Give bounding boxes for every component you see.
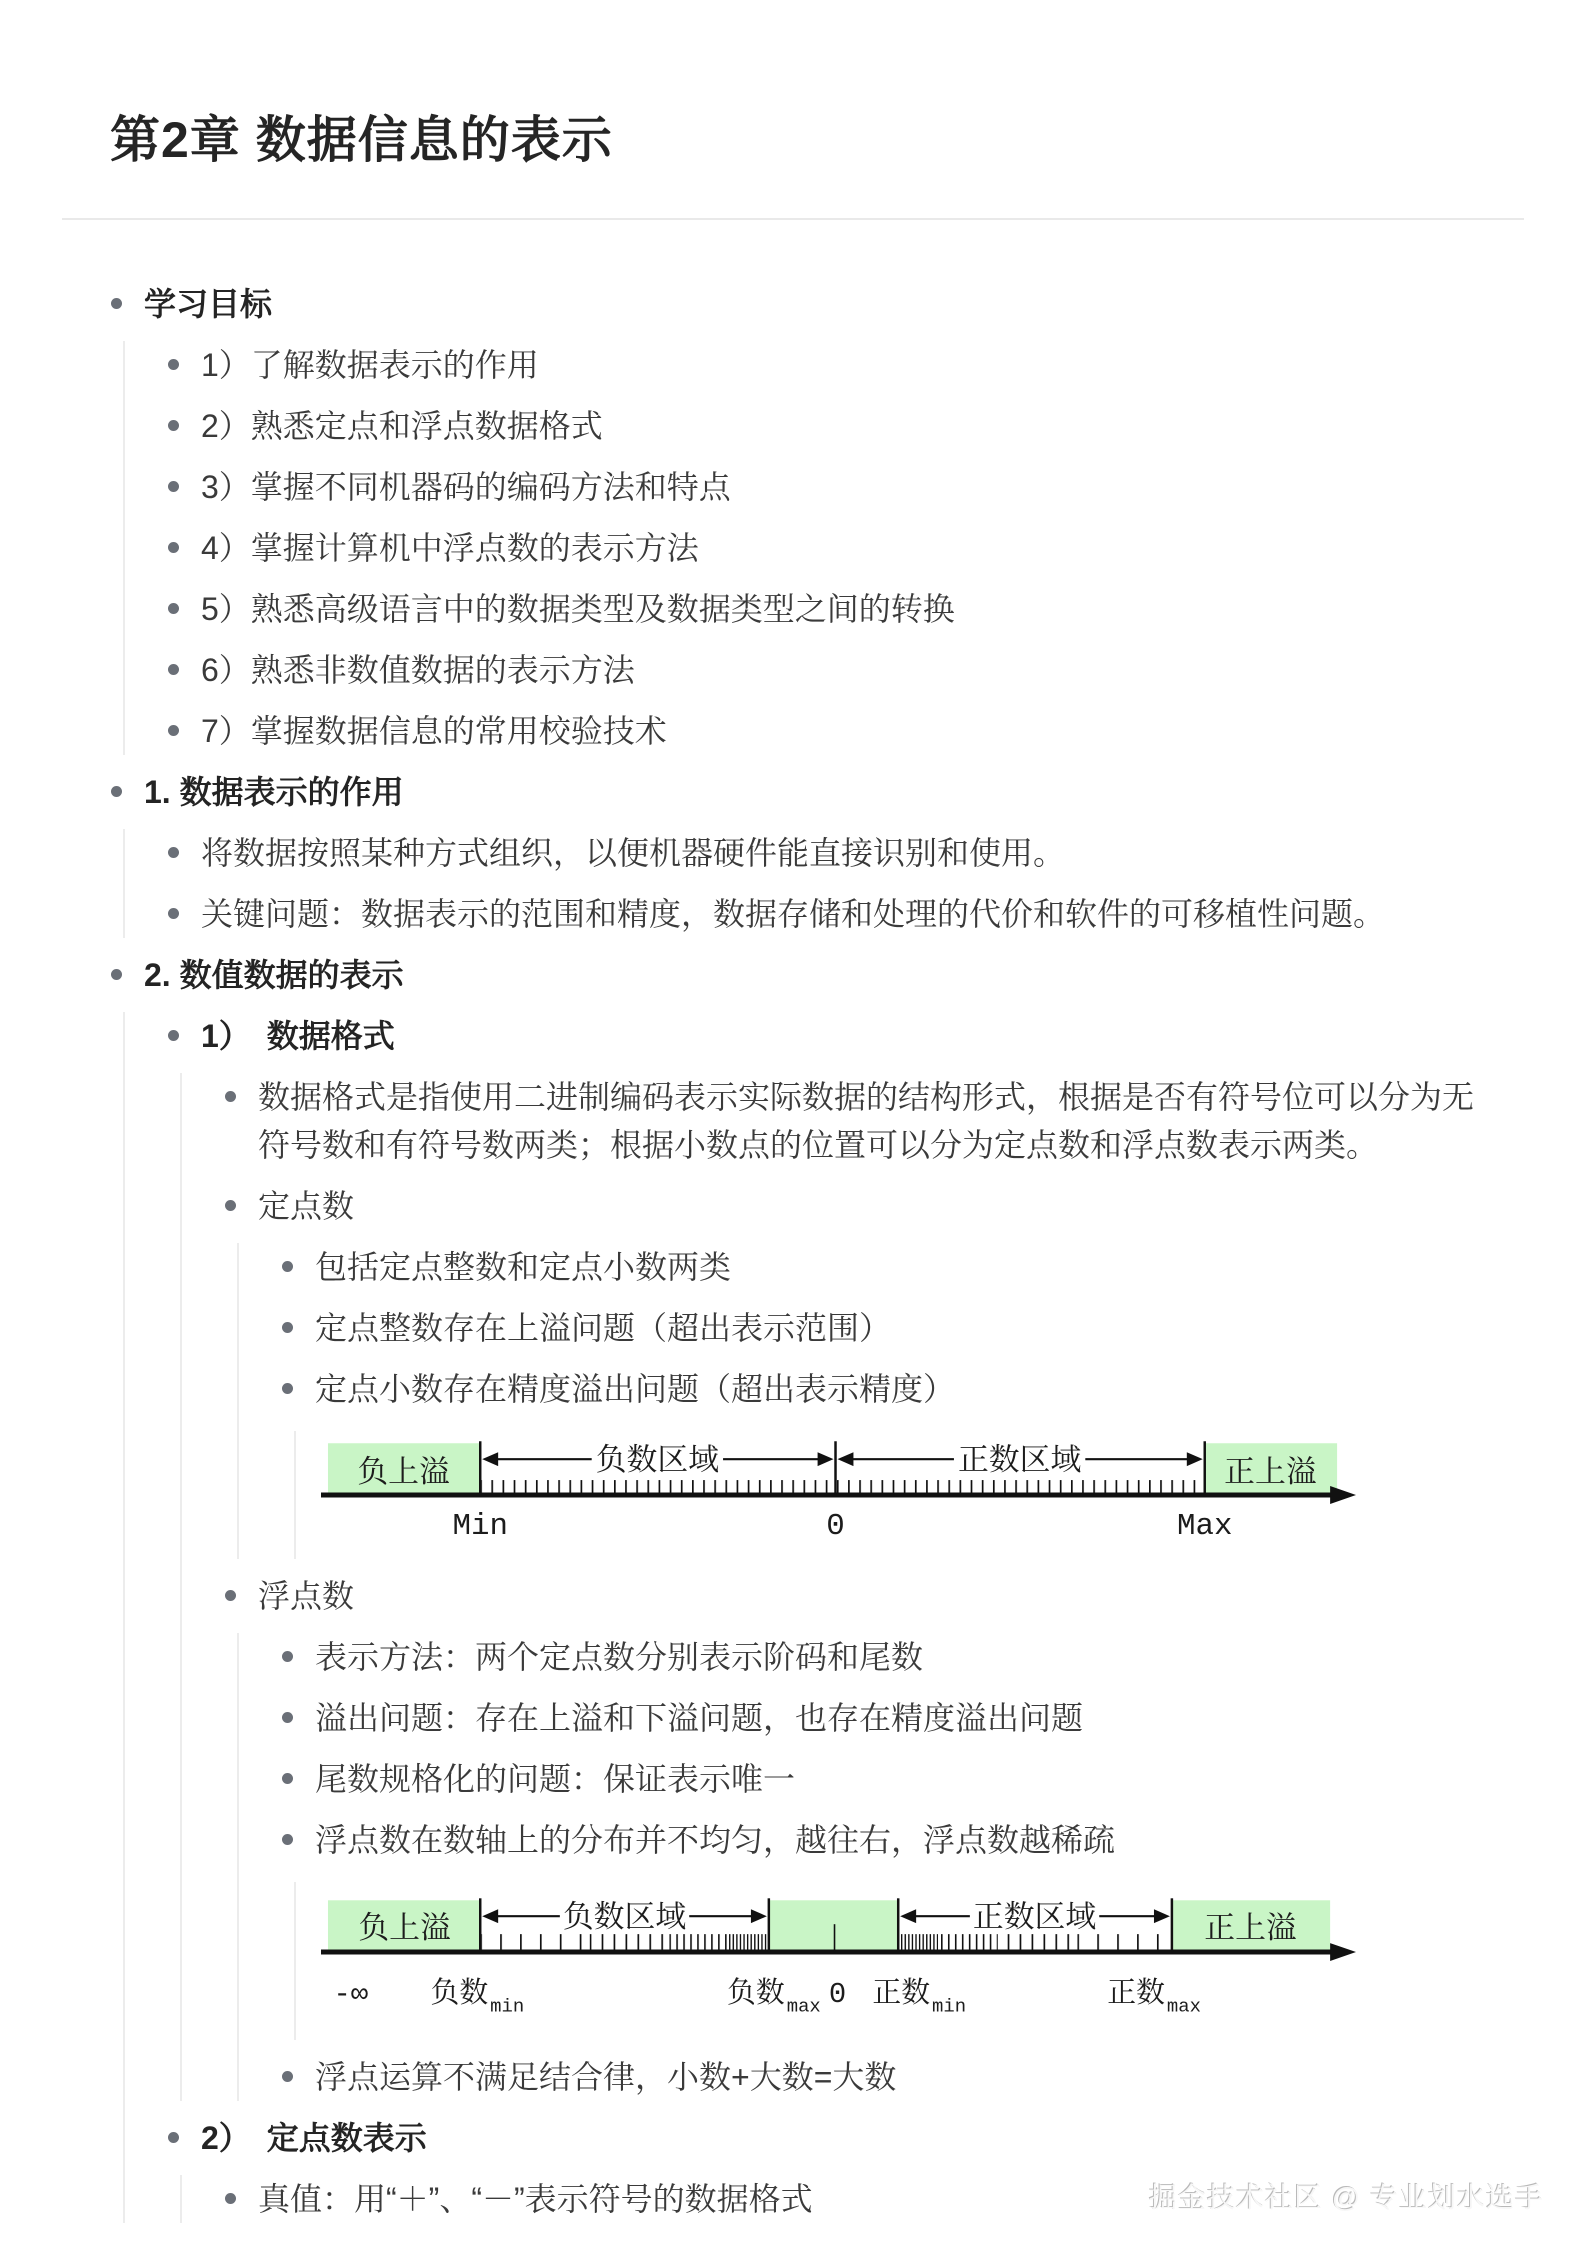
title-divider (62, 218, 1524, 220)
fixed-point-heading: 定点数 (258, 1188, 355, 1224)
ticks (480, 1934, 589, 1952)
list-item: 7）掌握数据信息的常用校验技术 (201, 707, 1524, 755)
arrowhead-right (751, 1909, 767, 1923)
section-1-heading: 1. 数据表示的作用 (144, 774, 404, 810)
neg-region-label: 负数区域 (595, 1442, 720, 1479)
ticks (898, 1934, 938, 1952)
list-item: 1）了解数据表示的作用 (201, 341, 1524, 389)
arrowhead-left (482, 1909, 498, 1923)
pos-min-base: 正数 (872, 1974, 931, 2009)
section-goals (144, 280, 1524, 755)
subsection-data-format (201, 1012, 1524, 2101)
pos-max-base: 正数 (1107, 1974, 1165, 2009)
zero-label: 0 (828, 1977, 847, 2011)
data-format-intro: 数据格式是指使用二进制编码表示实际数据的结构形式，根据是否有符号位可以分为无符号数和有符号数两类；根据小数点的位置可以分为定点数和浮点数表示两类。 (258, 1073, 1488, 1169)
section-2-heading: 2. 数值数据的表示 (144, 957, 404, 993)
list-item: 关键问题：数据表示的范围和精度，数据存储和处理的代价和软件的可移植性问题。 (201, 890, 1524, 938)
ticks (669, 1934, 729, 1952)
list-item (315, 1816, 1524, 2040)
section-1-list (123, 829, 1524, 938)
pos-region-label: 正数区域 (957, 1442, 1082, 1479)
pos-overflow-label: 正上溢 (1224, 1454, 1317, 1491)
list-item (315, 1365, 1524, 1559)
underflow-box (769, 1900, 898, 1952)
page-title: 第2章 数据信息的表示 (110, 112, 613, 168)
ticks (998, 1934, 1078, 1952)
ticks (1077, 1934, 1172, 1952)
section-2 (144, 951, 1524, 2223)
min-label: Min (452, 1508, 508, 1544)
pos-region-label: 正数区域 (972, 1899, 1097, 1936)
neg-overflow-label: 负上溢 (357, 1454, 450, 1491)
pos-max-sub: max (1166, 1995, 1201, 2018)
watermark: 掘金技术社区 @ 专业划水选手 (1149, 2182, 1544, 2213)
list-item: 尾数规格化的问题：保证表示唯一 (315, 1755, 1524, 1803)
list-item: 包括定点整数和定点小数两类 (315, 1243, 1524, 1291)
pos-min-sub: min (932, 1995, 967, 2018)
list-item: 溢出问题：存在上溢和下溢问题，也存在精度溢出问题 (315, 1694, 1524, 1742)
list-item: 表示方法：两个定点数分别表示阶码和尾数 (315, 1633, 1524, 1681)
list-item-label: 浮点数在数轴上的分布并不均匀，越往右，浮点数越稀疏 (315, 1822, 1116, 1858)
fixed-repr-heading: 2） 定点数表示 (201, 2120, 427, 2156)
fixed-point-range-figure (294, 1431, 1524, 1559)
neg-min-sub: min (490, 1995, 525, 2018)
arrowhead-left (838, 1452, 854, 1466)
neg-overflow-label: 负上溢 (358, 1910, 451, 1947)
arrowhead-left (482, 1452, 498, 1466)
ticks (590, 1934, 670, 1952)
axis-arrowhead (1330, 1943, 1356, 1961)
neg-region-label: 负数区域 (562, 1899, 687, 1936)
fixed-point-range-diagram (321, 1439, 1356, 1551)
list-item: 2）熟悉定点和浮点数据格式 (201, 402, 1524, 450)
axis-arrowhead (1330, 1486, 1356, 1504)
list-item: 浮点运算不满足结合律，小数+大数=大数 (315, 2053, 1524, 2101)
outline-root (110, 280, 1524, 2223)
arrowhead-right (1154, 1909, 1170, 1923)
neg-max-base: 负数 (727, 1974, 785, 2009)
max-label: Max (1176, 1508, 1233, 1544)
neg-min-base: 负数 (430, 1974, 489, 2009)
data-format-heading: 1） 数据格式 (201, 1018, 395, 1054)
list-item: 6）熟悉非数值数据的表示方法 (201, 646, 1524, 694)
fixed-point-item (258, 1182, 1524, 1559)
neg-max-sub: max (786, 1995, 821, 2018)
float-point-item (258, 1572, 1524, 2101)
goals-list (123, 341, 1524, 755)
section-1 (144, 768, 1524, 938)
ticks (729, 1934, 769, 1952)
arrowhead-right (818, 1452, 834, 1466)
fixed-point-list (237, 1243, 1524, 1559)
section-2-list (123, 1012, 1524, 2223)
floating-point-range-diagram (321, 1890, 1356, 2032)
pos-overflow-label: 正上溢 (1204, 1910, 1297, 1947)
list-item: 将数据按照某种方式组织，以便机器硬件能直接识别和使用。 (201, 829, 1524, 877)
goals-heading: 学习目标 (144, 286, 273, 322)
list-item: 3）掌握不同机器码的编码方法和特点 (201, 463, 1524, 511)
data-format-list (180, 1073, 1524, 2101)
list-item-label: 定点小数存在精度溢出问题（超出表示精度） (315, 1371, 956, 1407)
float-point-list (237, 1633, 1524, 2101)
float-point-range-figure (294, 1882, 1524, 2040)
neg-infinity-label: -∞ (333, 1977, 369, 2011)
list-item: 4）掌握计算机中浮点数的表示方法 (201, 524, 1524, 572)
list-item: 定点整数存在上溢问题（超出表示范围） (315, 1304, 1524, 1352)
list-item: 5）熟悉高级语言中的数据类型及数据类型之间的转换 (201, 585, 1524, 633)
zero-label: 0 (826, 1508, 845, 1544)
arrowhead-left (900, 1909, 916, 1923)
arrowhead-right (1187, 1452, 1203, 1466)
float-point-heading: 浮点数 (258, 1578, 355, 1614)
ticks (938, 1934, 998, 1952)
list-item: 真值：用“＋”、“－”表示符号的数据格式 (258, 2175, 1524, 2223)
